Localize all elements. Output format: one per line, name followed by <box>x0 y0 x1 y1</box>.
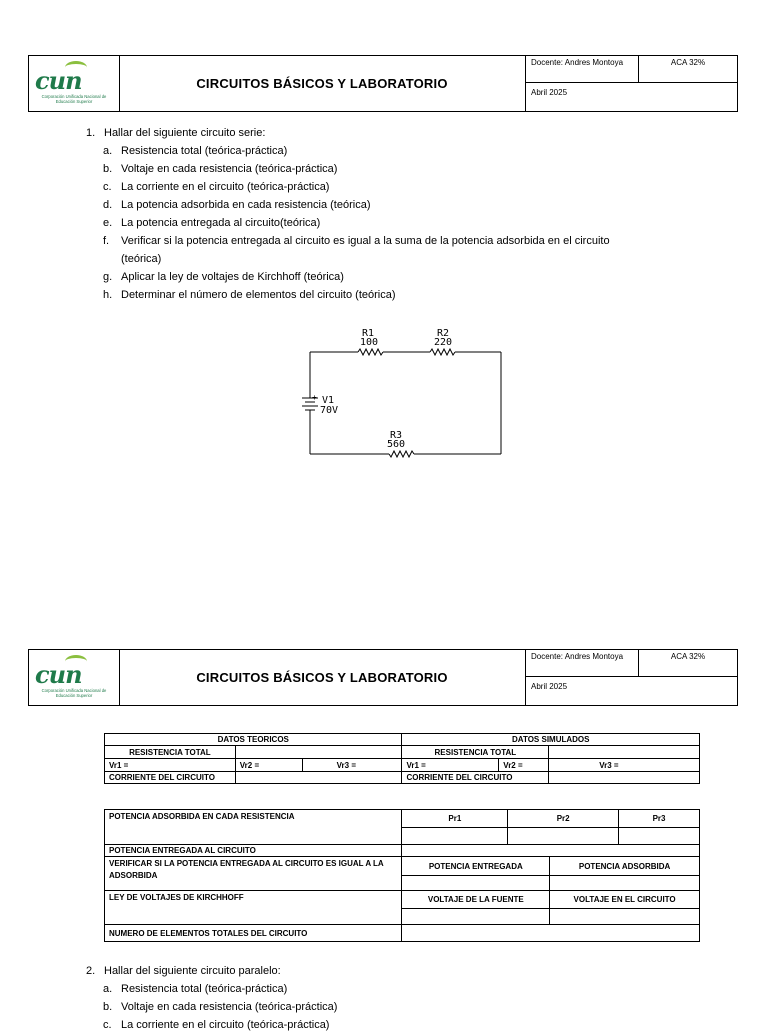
potencia-adsorbida-label: POTENCIA ADSORBIDA EN CADA RESISTENCIA <box>105 810 402 845</box>
list-item-text: (teórica) <box>121 253 162 265</box>
document-title: CIRCUITOS BÁSICOS Y LABORATORIO <box>119 650 526 705</box>
aca-label: ACA 32% <box>639 650 737 677</box>
corriente-simulado-cell[interactable] <box>549 772 700 784</box>
vr1-simulado-label: Vr1 = <box>402 759 499 772</box>
vr2-teorico-label: Vr2 = <box>235 759 302 772</box>
corriente-teorico-label: CORRIENTE DEL CIRCUITO <box>105 772 236 784</box>
list-item-text: Voltaje en cada resistencia (teórica-práctica) <box>121 163 338 175</box>
list-item-marker: f. <box>103 235 110 247</box>
pr1-cell[interactable] <box>402 828 508 845</box>
list-item-text: La corriente en el circuito (teórica-práctica) <box>121 181 330 193</box>
list-item-text: Determinar el número de elementos del circuito (teórica) <box>121 289 396 301</box>
teacher-label: Docente: Andres Montoya <box>526 56 639 83</box>
potencia-entregada-value-cell[interactable] <box>402 876 550 891</box>
list-item-marker: c. <box>103 1019 112 1031</box>
verificar-label: VERIFICAR SI LA POTENCIA ENTREGADA AL CIRCUITO ES IGUAL A LA ADSORBIDA <box>105 857 402 891</box>
voltaje-fuente-cell[interactable] <box>402 909 550 925</box>
data-table-potencias <box>104 809 700 942</box>
date-label: Abril 2025 <box>531 88 568 97</box>
list-item <box>86 268 610 286</box>
series-circuit-diagram <box>290 322 520 462</box>
exercise-number: 1. <box>86 127 96 139</box>
exercise-title-text: Hallar del siguiente circuito serie: <box>104 127 266 139</box>
kirchhoff-label: LEY DE VOLTAJES DE KIRCHHOFF <box>105 891 402 925</box>
list-item-text: Voltaje en cada resistencia (teórica-práctica) <box>121 1001 338 1013</box>
r2-value: 220 <box>434 337 453 348</box>
list-item <box>86 286 610 304</box>
list-item <box>86 214 610 232</box>
list-item-marker: e. <box>103 217 113 229</box>
list-item-text: Resistencia total (teórica-práctica) <box>121 145 288 157</box>
pr3-header: Pr3 <box>619 810 700 828</box>
list-item-text: La potencia entregada al circuito(teórica) <box>121 217 321 229</box>
col-entregada-header: POTENCIA ENTREGADA <box>402 857 550 876</box>
v1-name: V1 <box>322 395 335 406</box>
teoricos-header: DATOS TEORICOS <box>105 734 402 746</box>
corriente-simulado-label: CORRIENTE DEL CIRCUITO <box>402 772 549 784</box>
list-item-marker: b. <box>103 1001 113 1013</box>
rt-teorico-cell[interactable] <box>235 746 402 759</box>
page-header <box>28 55 738 112</box>
exercise-title-text: Hallar del siguiente circuito paralelo: <box>104 965 281 977</box>
list-item-marker: a. <box>103 145 113 157</box>
list-item-marker: a. <box>103 983 113 995</box>
corriente-teorico-cell[interactable] <box>235 772 402 784</box>
list-item-marker: d. <box>103 199 113 211</box>
rt-simulado-label: RESISTENCIA TOTAL <box>402 746 549 759</box>
v1-value: 70V <box>320 405 339 416</box>
list-item-marker: b. <box>103 163 113 175</box>
logo-subtitle: Corporación Unificada Nacional de Educación Superior <box>41 94 107 104</box>
logo-text: cun <box>35 660 82 689</box>
list-item-text: La potencia adsorbida en cada resistencia (teórica) <box>121 199 371 211</box>
data-table-teoricos-simulados <box>104 733 700 784</box>
resistor-r2-symbol <box>430 349 455 355</box>
list-item-text: Resistencia total (teórica-práctica) <box>121 983 288 995</box>
exercise-1-title <box>86 124 610 142</box>
rt-teorico-label: RESISTENCIA TOTAL <box>105 746 236 759</box>
potencia-entregada-label: POTENCIA ENTREGADA AL CIRCUITO <box>105 845 402 857</box>
list-item <box>86 1016 337 1034</box>
resistor-r1-symbol <box>358 349 383 355</box>
date-label: Abril 2025 <box>531 682 568 691</box>
battery-plus-sign: + <box>312 393 317 402</box>
document-title: CIRCUITOS BÁSICOS Y LABORATORIO <box>119 56 526 111</box>
logo <box>29 650 120 705</box>
exercise-2 <box>86 962 337 1034</box>
list-item <box>86 232 610 250</box>
list-item <box>86 142 610 160</box>
simulados-header: DATOS SIMULADOS <box>402 734 700 746</box>
r2-name: R2 <box>437 328 450 339</box>
list-item <box>86 160 610 178</box>
elementos-cell[interactable] <box>402 925 700 942</box>
col-fuente-header: VOLTAJE DE LA FUENTE <box>402 891 550 909</box>
elementos-label: NUMERO DE ELEMENTOS TOTALES DEL CIRCUITO <box>105 925 402 942</box>
exercise-1 <box>86 124 610 304</box>
pr1-header: Pr1 <box>402 810 508 828</box>
list-item-text: La corriente en el circuito (teórica-práctica) <box>121 1019 330 1031</box>
col-circuito-header: VOLTAJE EN EL CIRCUITO <box>550 891 700 909</box>
logo <box>29 56 120 111</box>
list-item <box>86 980 337 998</box>
r1-value: 100 <box>360 337 379 348</box>
exercise-2-title <box>86 962 337 980</box>
exercise-number: 2. <box>86 965 96 977</box>
aca-label: ACA 32% <box>639 56 737 83</box>
teacher-label: Docente: Andres Montoya <box>526 650 639 677</box>
list-item-text: Verificar si la potencia entregada al circuito es igual a la suma de la potencia adsorbida en el circuito <box>121 235 610 247</box>
pr2-header: Pr2 <box>508 810 619 828</box>
list-item-marker: c. <box>103 181 112 193</box>
list-item <box>86 178 610 196</box>
page-header-2 <box>28 649 738 706</box>
logo-subtitle: Corporación Unificada Nacional de Educación Superior <box>41 688 107 698</box>
voltaje-circuito-cell[interactable] <box>550 909 700 925</box>
vr2-simulado-label: Vr2 = <box>499 759 549 772</box>
resistor-r3-symbol <box>389 451 414 457</box>
col-adsorbida-header: POTENCIA ADSORBIDA <box>550 857 700 876</box>
pr3-cell[interactable] <box>619 828 700 845</box>
rt-simulado-cell[interactable] <box>549 746 700 759</box>
list-item-marker: h. <box>103 289 113 301</box>
potencia-adsorbida-value-cell[interactable] <box>550 876 700 891</box>
list-item <box>86 196 610 214</box>
list-item-marker: g. <box>103 271 113 283</box>
r3-value: 560 <box>387 439 406 450</box>
r3-name: R3 <box>390 430 403 441</box>
logo-text: cun <box>35 66 82 95</box>
list-item-text: Aplicar la ley de voltajes de Kirchhoff (teórica) <box>121 271 344 283</box>
vr1-teorico-label: Vr1 = <box>105 759 236 772</box>
pr2-cell[interactable] <box>508 828 619 845</box>
vr3-teorico-label: Vr3 = <box>302 759 402 772</box>
r1-name: R1 <box>362 328 375 339</box>
list-item <box>86 250 610 268</box>
vr3-simulado-label: Vr3 = <box>549 759 700 772</box>
list-item <box>86 998 337 1016</box>
potencia-entregada-cell[interactable] <box>402 845 700 857</box>
